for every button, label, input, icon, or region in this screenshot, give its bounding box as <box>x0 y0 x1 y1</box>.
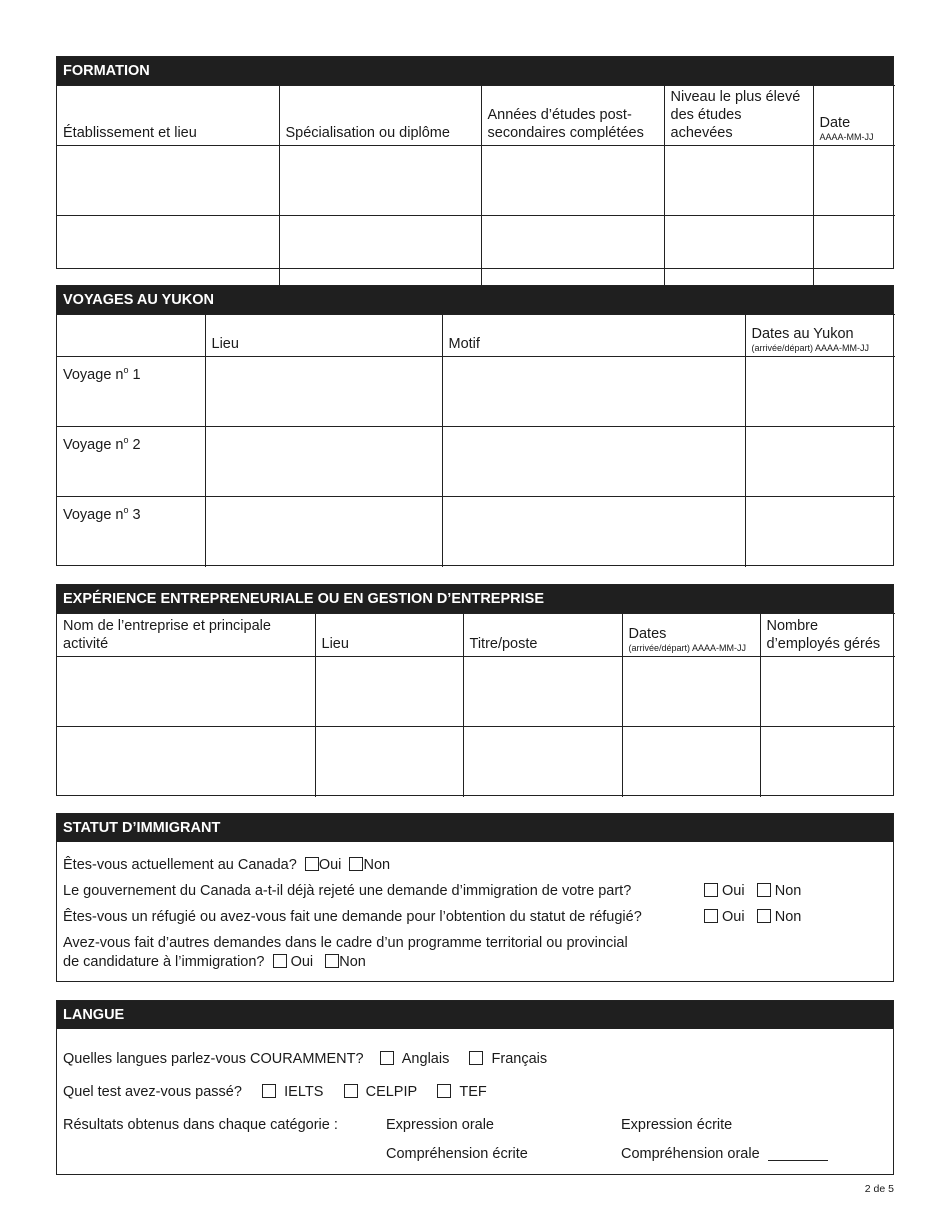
expression-ecrite-label: Expression écrite <box>621 1117 733 1133</box>
section-title: FORMATION <box>57 57 893 85</box>
table-cell[interactable] <box>745 357 895 427</box>
section-title: VOYAGES AU YUKON <box>57 286 893 314</box>
table-cell[interactable] <box>760 657 895 727</box>
question-rejected: Le gouvernement du Canada a-t-il déjà rejeté une demande d’immigration de votre part? <box>63 883 632 899</box>
date-label: Date <box>819 115 851 131</box>
section-title: LANGUE <box>57 1001 893 1029</box>
table-cell[interactable] <box>442 357 745 427</box>
section-title: STATUT D’IMMIGRANT <box>57 814 893 842</box>
column-header: Nom de l’entreprise et principale activité <box>57 614 315 657</box>
table-cell[interactable] <box>205 497 442 567</box>
table-cell[interactable] <box>463 657 622 727</box>
dates-format: (arrivée/départ) AAAA-MM-JJ <box>628 643 747 653</box>
ielts-checkbox[interactable] <box>262 1084 276 1098</box>
table-cell[interactable] <box>813 146 895 216</box>
table-cell[interactable] <box>279 216 481 286</box>
column-header: Titre/poste <box>463 614 622 657</box>
comprehension-orale-label: Compréhension orale <box>621 1146 760 1162</box>
question-refugee: Êtes-vous un réfugié ou avez-vous fait une demande pour l’obtention du statut de réfugié? <box>63 909 642 925</box>
question-test: Quel test avez-vous passé? IELTS CELPIP TEF <box>63 1084 487 1100</box>
column-header <box>622 614 760 657</box>
refugee-options: Oui Non <box>704 909 801 925</box>
column-header: Établissement et lieu <box>57 86 279 146</box>
column-header: Nombre d’employés gérés <box>760 614 895 657</box>
dates-label: Dates <box>628 626 667 642</box>
yes-checkbox[interactable] <box>704 883 718 897</box>
experience-section <box>56 584 894 796</box>
column-header: Niveau le plus élevé des études achevées <box>664 86 813 146</box>
dates-label: Dates au Yukon <box>751 326 854 342</box>
results-label: Résultats obtenus dans chaque catégorie : <box>63 1117 338 1133</box>
table-cell[interactable] <box>205 357 442 427</box>
question-in-canada: Êtes-vous actuellement au Canada? Oui Non <box>63 857 391 873</box>
column-header: Lieu <box>205 315 442 357</box>
table-cell[interactable] <box>57 146 279 216</box>
no-checkbox[interactable] <box>757 909 771 923</box>
column-header <box>745 315 895 357</box>
table-cell[interactable] <box>745 427 895 497</box>
table-cell[interactable] <box>664 216 813 286</box>
column-header <box>57 315 205 357</box>
page-number: 2 de 5 <box>864 1183 894 1195</box>
table-cell[interactable] <box>279 146 481 216</box>
table-cell[interactable] <box>745 497 895 567</box>
dates-format: (arrivée/départ) AAAA-MM-JJ <box>751 343 870 353</box>
anglais-checkbox[interactable] <box>380 1051 394 1065</box>
column-header: Motif <box>442 315 745 357</box>
column-header: Années d’études post-secondaires complétées <box>481 86 664 146</box>
francais-checkbox[interactable] <box>469 1051 483 1065</box>
table-cell[interactable] <box>57 727 315 797</box>
table-cell[interactable] <box>813 216 895 286</box>
column-header: Lieu <box>315 614 463 657</box>
no-checkbox[interactable] <box>325 954 339 968</box>
formation-section <box>56 56 894 269</box>
yes-checkbox[interactable] <box>273 954 287 968</box>
rejected-options: Oui Non <box>704 883 801 899</box>
tef-checkbox[interactable] <box>437 1084 451 1098</box>
table-cell[interactable] <box>760 727 895 797</box>
voyages-section <box>56 285 894 566</box>
column-header <box>813 86 895 146</box>
no-checkbox[interactable] <box>757 883 771 897</box>
voyages-table <box>57 314 895 567</box>
table-cell[interactable] <box>664 146 813 216</box>
yes-checkbox[interactable] <box>305 857 319 871</box>
no-checkbox[interactable] <box>349 857 363 871</box>
expression-orale-label: Expression orale <box>386 1117 494 1133</box>
date-format: AAAA-MM-JJ <box>819 132 874 142</box>
table-cell[interactable] <box>205 427 442 497</box>
row-label: Voyage $n^o$ 2 <box>57 427 205 497</box>
yes-checkbox[interactable] <box>704 909 718 923</box>
column-header: Spécialisation ou diplôme <box>279 86 481 146</box>
comprehension-ecrite-label: Compréhension écrite <box>386 1146 528 1162</box>
table-cell[interactable] <box>622 727 760 797</box>
table-cell[interactable] <box>315 657 463 727</box>
formation-table <box>57 85 895 286</box>
row-label: Voyage $n^o$ 1 <box>57 357 205 427</box>
table-cell[interactable] <box>315 727 463 797</box>
celpip-checkbox[interactable] <box>344 1084 358 1098</box>
table-cell[interactable] <box>442 427 745 497</box>
comprehension-orale-field <box>621 1146 828 1162</box>
table-cell[interactable] <box>463 727 622 797</box>
row-label: Voyage $n^o$ 3 <box>57 497 205 567</box>
table-cell[interactable] <box>622 657 760 727</box>
table-cell[interactable] <box>481 216 664 286</box>
table-cell[interactable] <box>442 497 745 567</box>
experience-table <box>57 613 895 797</box>
comprehension-orale-input[interactable] <box>768 1160 828 1161</box>
section-title: EXPÉRIENCE ENTREPRENEURIALE OU EN GESTION D’ENTREPRISE <box>57 585 893 613</box>
question-other-programs: Avez-vous fait d’autres demandes dans le cadre d’un programme territorial ou provincial de candidature à l’immigration? Oui Non <box>63 935 628 970</box>
table-cell[interactable] <box>481 146 664 216</box>
question-languages: Quelles langues parlez-vous COURAMMENT? Anglais Français <box>63 1051 548 1067</box>
table-cell[interactable] <box>57 216 279 286</box>
table-cell[interactable] <box>57 657 315 727</box>
